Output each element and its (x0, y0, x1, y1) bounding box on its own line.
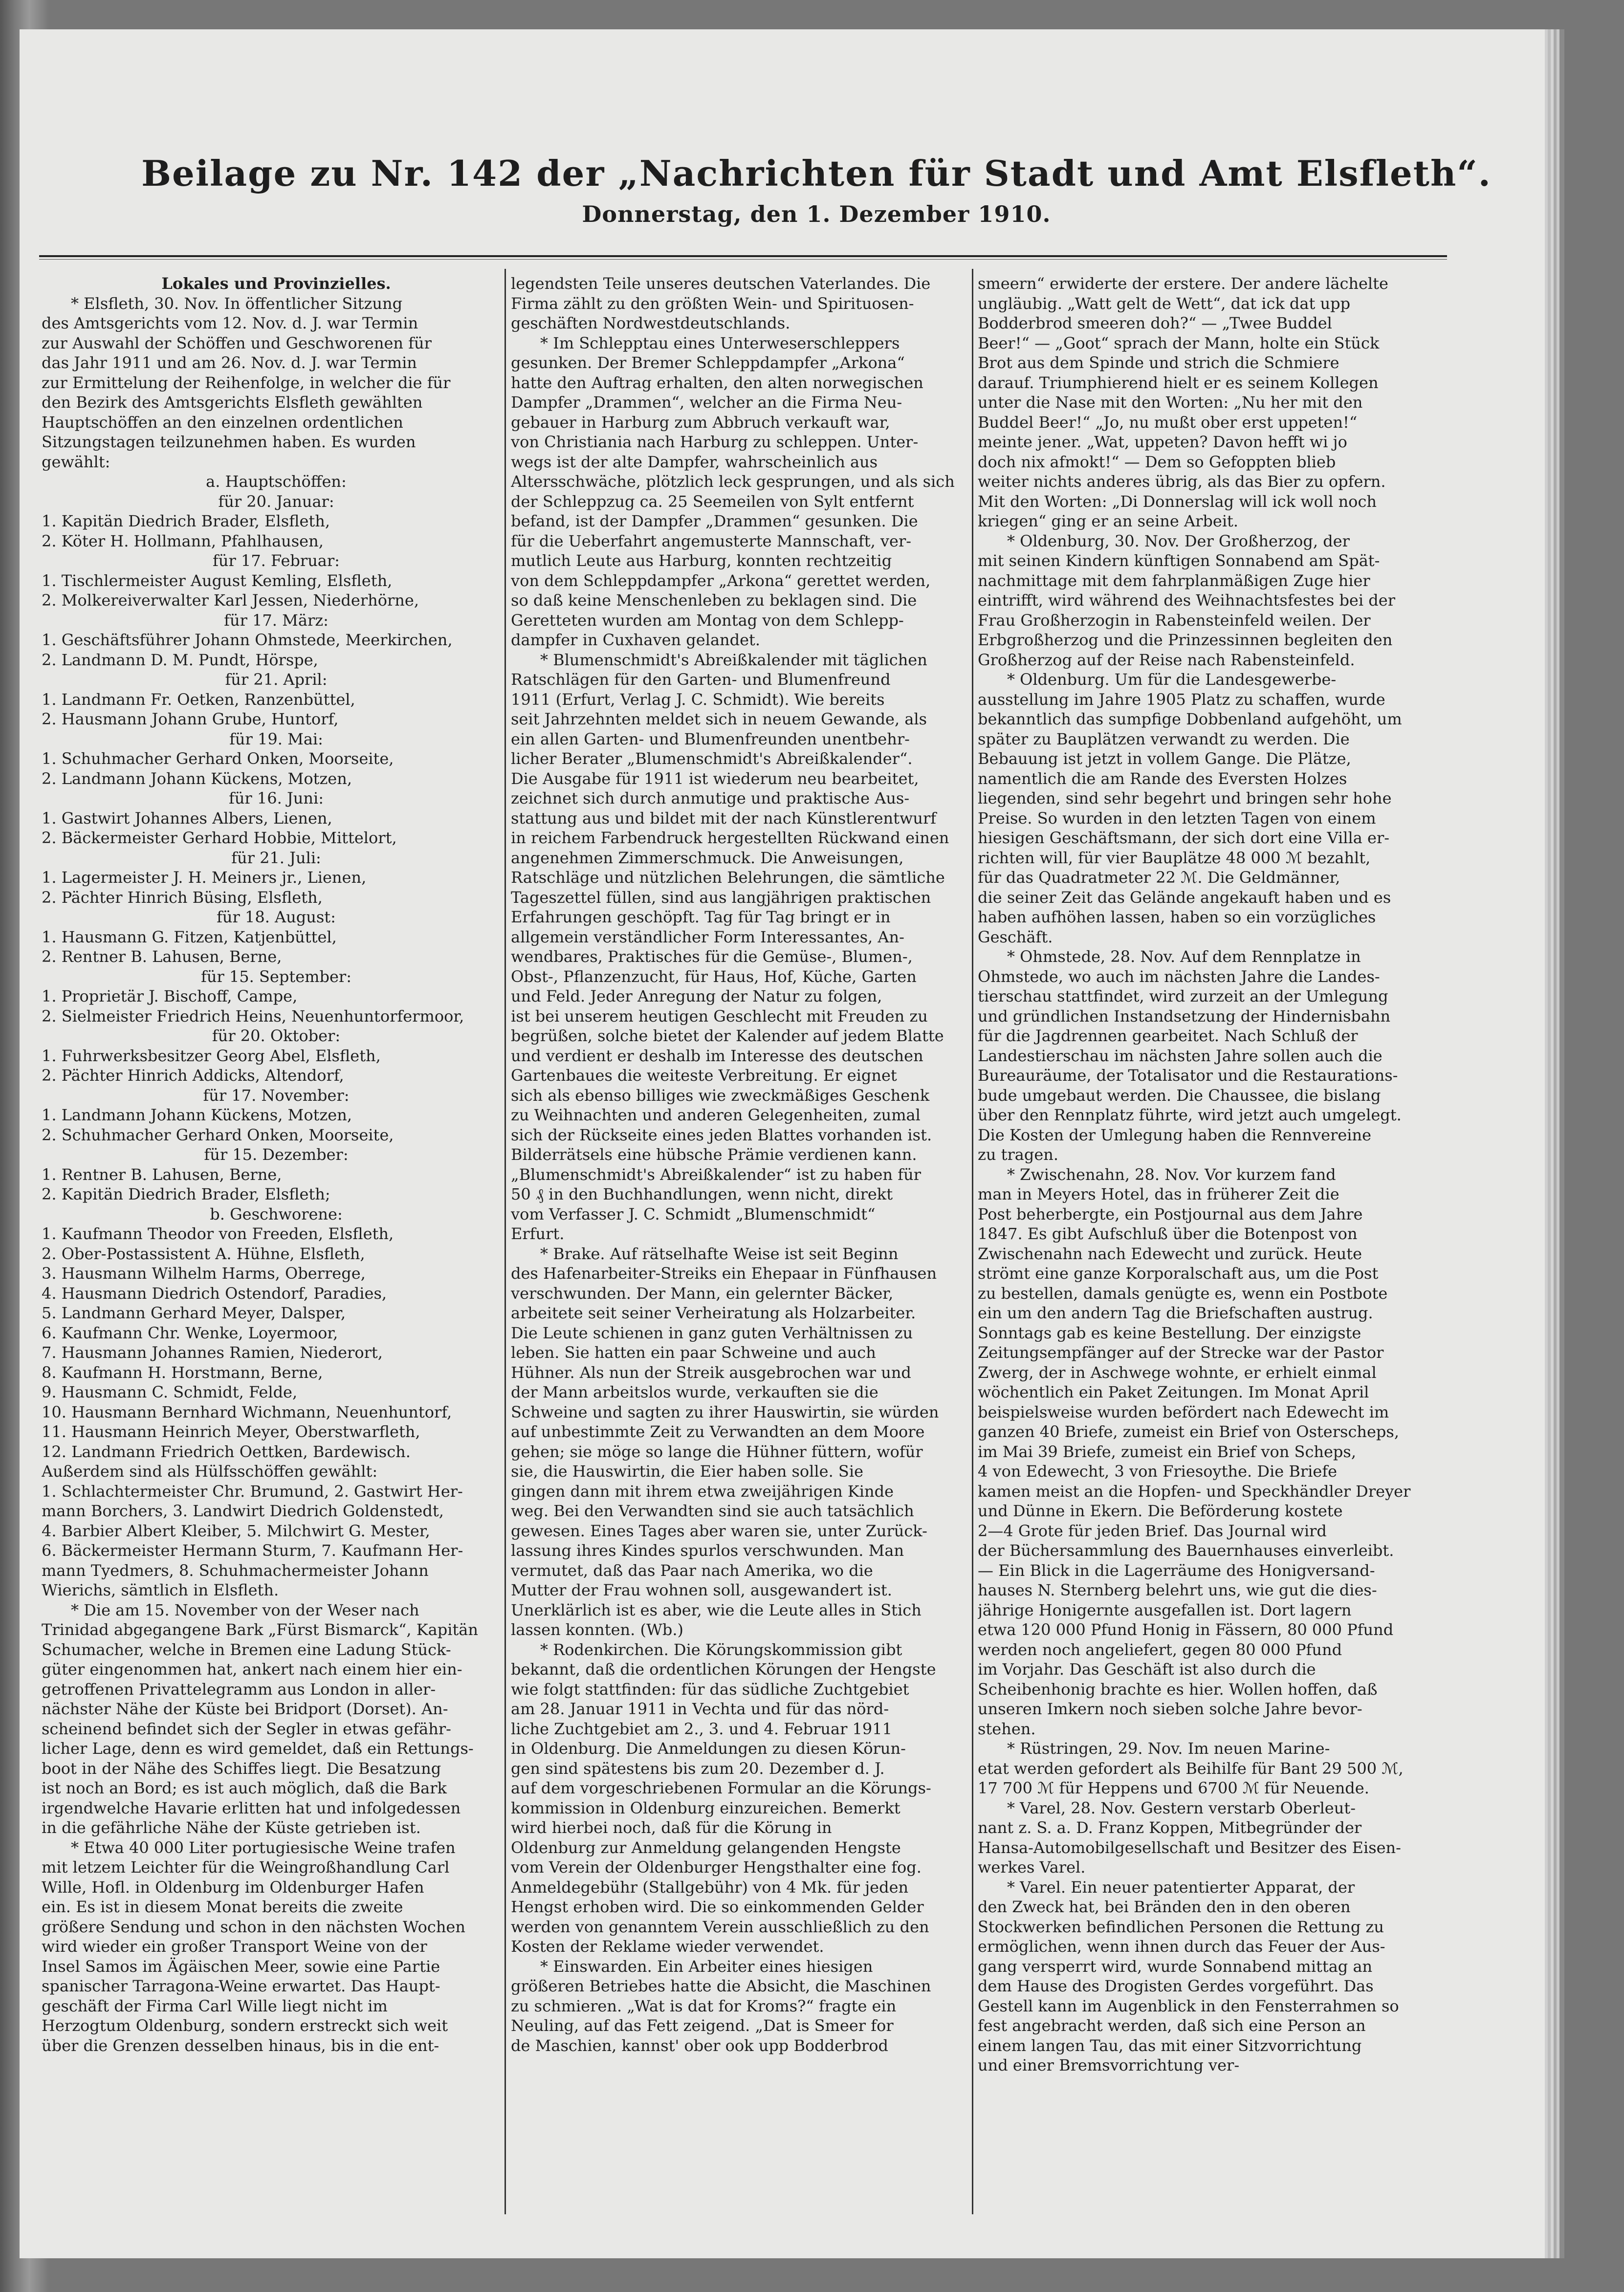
text-line: auf dem vorgeschriebenen Formular an die Körungs- (511, 1779, 931, 1797)
text-line: scheinend befindet sich der Segler in etwas gefähr- (42, 1719, 451, 1738)
text-line: kamen meist an die Hopfen- und Speckhändler Dreyer (978, 1482, 1411, 1501)
text-line: 1. Kaufmann Theodor von Freeden, Elsfleth, (42, 1224, 394, 1243)
text-line: 12. Landmann Friedrich Oettken, Bardewisch. (42, 1442, 411, 1461)
text-line: Buddel Beer!“ „Jo, nu mußt ober erst uppeten!“ (978, 413, 1358, 432)
text-line: ist noch an Bord; es ist auch möglich, daß die Bark (42, 1779, 447, 1797)
text-line: Die Leute schienen in ganz guten Verhältnissen zu (511, 1323, 913, 1342)
text-line: vom Verein der Oldenburger Hengsthalter eine fog. (511, 1858, 922, 1877)
text-line: von Christiania nach Harburg zu schleppen. Unter- (511, 433, 919, 451)
text-line: wendbares, Praktisches für die Gemüse-, Blumen-, (511, 947, 913, 966)
text-line: gesunken. Der Bremer Schleppdampfer „Arkona“ (511, 353, 905, 372)
text-line: licher Berater „Blumenschmidt's Abreißkalender“. (511, 749, 913, 768)
text-line: 1. Landmann Johann Kückens, Motzen, (42, 1106, 352, 1124)
text-line: für 19. Mai: (229, 729, 323, 748)
text-line: Post beherbergte, ein Postjournal aus dem Jahre (978, 1204, 1363, 1223)
text-line: gewesen. Eines Tages aber waren sie, unter Zurück- (511, 1521, 927, 1540)
text-line: ermöglichen, wenn ihnen durch das Feuer der Aus- (978, 1937, 1385, 1956)
text-line: stattung aus und bildet mit der nach Künstlerentwurf (511, 808, 937, 828)
text-line: * Einswarden. Ein Arbeiter eines hiesigen (540, 1957, 873, 1976)
text-line: 4. Barbier Albert Kleiber, 5. Milchwirt G. Mester, (42, 1521, 430, 1540)
text-line: liegenden, sind sehr begehrt und bringen sehr hohe (978, 789, 1392, 808)
text-line: am 28. Januar 1911 in Vechta und für das nörd- (511, 1700, 889, 1718)
text-line: zu Weihnachten und anderen Gelegenheiten, zumal (511, 1106, 921, 1124)
text-line: später zu Bauplätzen verwandt zu werden. Die (978, 729, 1350, 748)
text-line: Großherzog auf der Reise nach Rabensteinfeld. (978, 650, 1355, 669)
text-line: den Bezirk des Amtsgerichts Elsfleth gewählten (42, 393, 423, 412)
masthead (108, 152, 1525, 229)
text-line: legendsten Teile unseres deutschen Vaterlandes. Die (511, 274, 931, 293)
text-line: gingen dann mit ihrem etwa zweijährigen Kinde (511, 1482, 894, 1501)
text-line: Lokales und Provinzielles. (161, 274, 391, 293)
text-line: * Blumenschmidt's Abreißkalender mit täglichen (540, 650, 927, 669)
text-line: Zwerg, der in Aschwege wohnte, er erhielt einmal (978, 1363, 1377, 1382)
text-line: Hühner. Als nun der Streik ausgebrochen war und (511, 1363, 911, 1382)
newspaper-page (20, 29, 1545, 2258)
text-line: gebauer in Harburg zum Abbruch verkauft war, (511, 413, 890, 432)
text-line: Geschäft. (978, 927, 1053, 946)
text-line: — Ein Blick in die Lagerräume des Honigversand- (978, 1561, 1375, 1580)
text-line: sich als ebenso billiges wie zweckmäßiges Geschenk (511, 1086, 930, 1105)
text-line: 1. Kapitän Diedrich Brader, Elsfleth, (42, 512, 330, 530)
text-line: stehen. (978, 1719, 1036, 1738)
text-line: bude umgebaut werden. Die Chaussee, die bislang (978, 1086, 1381, 1105)
text-line: * Brake. Auf rätselhafte Weise ist seit Beginn (540, 1244, 899, 1263)
text-line: mann Borchers, 3. Landwirt Diedrich Goldenstedt, (42, 1502, 444, 1520)
text-line: 2. Landmann Johann Kückens, Motzen, (42, 769, 352, 788)
text-line: dem Hause des Drogisten Gerdes vorgeführt. Das (978, 1977, 1374, 1995)
text-line: werden noch angeliefert, gegen 80 000 Pfund (978, 1640, 1342, 1659)
text-line: Trinidad abgegangene Bark „Fürst Bismarck“, Kapitän (42, 1620, 478, 1639)
text-line: Bureauräume, der Totalisator und die Restaurations- (978, 1066, 1398, 1085)
text-line: weg. Bei den Verwandten sind sie auch tatsächlich (511, 1502, 914, 1520)
text-line: werden von genanntem Verein ausschließlich zu den (511, 1917, 929, 1936)
text-line: 2. Pächter Hinrich Büsing, Elsfleth, (42, 888, 323, 907)
text-line: Außerdem sind als Hülfsschöffen gewählt: (42, 1462, 378, 1481)
text-line: allgemein verständlicher Form Interessantes, An- (511, 927, 904, 946)
text-line: 2. Ober-Postassistent A. Hühne, Elsfleth, (42, 1244, 365, 1263)
text-line: ein um den andern Tag die Briefschaften austrug. (978, 1304, 1373, 1322)
text-line: * Ohmstede, 28. Nov. Auf dem Rennplatze in (1007, 947, 1361, 966)
text-line: für 21. April: (225, 670, 328, 689)
text-line: * Etwa 40 000 Liter portugiesische Weine trafen (71, 1838, 456, 1857)
text-line: 8. Kaufmann H. Horstmann, Berne, (42, 1363, 323, 1382)
text-line: vermutet, daß das Paar nach Amerika, wo die (511, 1561, 873, 1580)
text-line: zu bestellen, damals genügte es, wenn ein Postbote (978, 1284, 1388, 1303)
text-line: Anmeldegebühr (Stallgebühr) von 4 Mk. für jeden (511, 1877, 909, 1897)
text-line: für 17. Februar: (213, 551, 340, 570)
text-line: namentlich die am Rande des Eversten Holzes (978, 769, 1347, 788)
text-line: 2. Kapitän Diedrich Brader, Elsfleth; (42, 1185, 330, 1203)
text-line: 2. Molkereiverwalter Karl Jessen, Niederhörne, (42, 591, 419, 610)
text-line: Wille, Hofl. in Oldenburg im Oldenburger Hafen (42, 1877, 424, 1897)
text-line: * Zwischenahn, 28. Nov. Vor kurzem fand (1007, 1165, 1336, 1184)
text-line: den Zweck hat, bei Bränden den in den oberen (978, 1898, 1351, 1916)
text-line: der Büchersammlung des Bauernhauses einverleibt. (978, 1541, 1394, 1560)
text-line: tierschau stattfindet, wird zurzeit an der Umlegung (978, 987, 1388, 1005)
text-line: unter die Nase mit den Worten: „Nu her mit den (978, 393, 1363, 412)
text-line: 2. Schuhmacher Gerhard Onken, Moorseite, (42, 1125, 394, 1144)
text-line: * Rüstringen, 29. Nov. Im neuen Marine- (1007, 1739, 1330, 1758)
text-line: Sitzungstagen teilzunehmen haben. Es wurden (42, 433, 416, 451)
text-line: 1. Schuhmacher Gerhard Onken, Moorseite, (42, 749, 394, 768)
text-line: Oldenburg zur Anmeldung gelangenden Hengste (511, 1838, 901, 1857)
text-line: Schumacher, welche in Bremen eine Ladung Stück- (42, 1640, 451, 1659)
text-line: 1. Fuhrwerksbesitzer Georg Abel, Elsfleth, (42, 1046, 381, 1065)
text-line: 11. Hausmann Heinrich Meyer, Oberstwarfleth, (42, 1422, 420, 1441)
text-line: Zwischenahn nach Edewecht und zurück. Heute (978, 1244, 1362, 1263)
text-line: der Schleppzug ca. 25 Seemeilen von Sylt entfernt (511, 492, 914, 511)
text-line: für 21. Juli: (231, 848, 321, 867)
text-line: 9. Hausmann C. Schmidt, Felde, (42, 1383, 298, 1401)
text-line: nachmittage mit dem fahrplanmäßigen Zuge hier (978, 571, 1370, 590)
text-line: für die Ueberfahrt angemusterte Mannschaft, ver- (511, 531, 912, 550)
text-line: 3. Hausmann Wilhelm Harms, Oberrege, (42, 1264, 366, 1283)
text-line: im Vorjahr. Das Geschäft ist also durch die (978, 1660, 1316, 1679)
text-line: 1911 (Erfurt, Verlag J. C. Schmidt). Wie bereits (511, 690, 885, 709)
text-line: 2. Köter H. Hollmann, Pfahlhausen, (42, 531, 324, 550)
text-line: ungläubig. „Watt gelt de Wett“, dat ick dat upp (978, 294, 1351, 313)
text-line: leben. Sie hatten ein paar Schweine und auch (511, 1343, 876, 1362)
text-line: * Oldenburg. Um für die Landesgewerbe- (1007, 670, 1337, 689)
text-line: Bebauung ist jetzt in vollem Gange. Die Plätze, (978, 749, 1351, 768)
text-line: Stockwerken befindlichen Personen die Rettung zu (978, 1917, 1384, 1936)
text-line: Tageszettel füllen, sind aus langjährigen praktischen (511, 888, 931, 907)
text-line: 1. Schlachtermeister Chr. Brumund, 2. Gastwirt Her- (42, 1482, 463, 1501)
text-line: mit letzem Leichter für die Weingroßhandlung Carl (42, 1858, 450, 1877)
text-line: hauses N. Sternberg belehrt uns, wie gut die dies- (978, 1581, 1377, 1599)
column-1 (42, 274, 511, 2205)
text-line: einem langen Tau, das mit einer Sitzvorrichtung (978, 2036, 1362, 2055)
text-line: für 15. Dezember: (204, 1145, 349, 1164)
text-line: boot in der Nähe des Schiffes liegt. Die Besatzung (42, 1759, 441, 1778)
text-line: seit Jahrzehnten meldet sich in neuem Gewande, als (511, 710, 927, 728)
text-line: darauf. Triumphierend hielt er es seinem Kollegen (978, 373, 1379, 392)
text-line: vom Verfasser J. C. Schmidt „Blumenschmidt“ (511, 1204, 876, 1223)
text-line: spanischer Tarragona-Weine erwartet. Das Haupt- (42, 1977, 440, 1995)
text-line: ein allen Garten- und Blumenfreunden unentbehr- (511, 729, 910, 748)
text-line: smeern“ erwiderte der erstere. Der andere lächelte (978, 274, 1388, 293)
text-line: b. Geschworene: (210, 1204, 343, 1223)
text-line: ein. Es ist in diesem Monat bereits die zweite (42, 1898, 403, 1916)
text-line: hatte den Auftrag erhalten, den alten norwegischen (511, 373, 923, 392)
text-line: verschwunden. Der Mann, ein gelernter Bäcker, (511, 1284, 894, 1303)
text-line: Hansa-Automobilgesellschaft und Besitzer des Eisen- (978, 1838, 1401, 1857)
text-line: geschäft der Firma Carl Wille liegt nicht im (42, 1996, 388, 2015)
text-line: für die Jagdrennen gearbeitet. Nach Schluß der (978, 1026, 1358, 1045)
text-line: gehen; sie möge so lange die Hühner füttern, wofür (511, 1442, 923, 1461)
text-line: hiesigen Geschäftsmann, der sich dort eine Villa er- (978, 829, 1390, 847)
text-line: zur Auswahl der Schöffen und Geschworenen für (42, 333, 432, 352)
dateline: Donnerstag, den 1. Dezember 1910. (582, 201, 1051, 227)
text-line: und Feld. Jeder Anregung der Natur zu folgen, (511, 987, 882, 1005)
text-line: man in Meyers Hotel, das in früherer Zeit die (978, 1185, 1339, 1203)
text-line: Frau Großherzogin in Rabensteinfeld weilen. Der (978, 611, 1371, 630)
text-line: 1. Lagermeister J. H. Meiners jr., Lienen, (42, 868, 367, 887)
text-line: für das Quadratmeter 22 ℳ. Die Geldmänner, (978, 868, 1340, 887)
text-line: Kosten der Reklame wieder verwendet. (511, 1937, 824, 1956)
text-line: Brot aus dem Spinde und strich die Schmiere (978, 353, 1339, 372)
text-line: Die Kosten der Umlegung haben die Rennvereine (978, 1125, 1372, 1144)
text-line: wie folgt stattfinden: für das südliche Zuchtgebiet (511, 1680, 909, 1699)
text-line: in reichem Farbendruck hergestellten Rückwand einen (511, 829, 949, 847)
text-line: Erbgroßherzog und die Prinzessinnen begleiten den (978, 631, 1393, 649)
text-line: 2—4 Grote für jeden Brief. Das Journal wird (978, 1521, 1327, 1540)
text-line: haben aufhöhen lassen, haben so ein vorzügliches (978, 908, 1376, 926)
text-line: 50 ₰ in den Buchhandlungen, wenn nicht, direkt (511, 1185, 893, 1203)
text-line: 10. Hausmann Bernhard Wichmann, Neuenhuntorf, (42, 1402, 452, 1421)
header-rule (39, 255, 1447, 257)
text-line: Schweine und sagten zu ihrer Hauswirtin, sie würden (511, 1402, 939, 1421)
text-line: Herzogtum Oldenburg, sondern erstreckt sich weit (42, 2016, 448, 2035)
text-line: licher Lage, denn es wird gemeldet, daß ein Rettungs- (42, 1739, 474, 1758)
text-line: mit seinen Kindern künftigen Sonnabend am Spät- (978, 551, 1380, 570)
text-line: auf unbestimmte Zeit zu Verwandten an dem Moore (511, 1422, 925, 1441)
text-line: * Im Schlepptau eines Unterweserschleppers (540, 333, 900, 352)
text-line: 5. Landmann Gerhard Meyer, Dalsper, (42, 1304, 346, 1322)
text-line: Firma zählt zu den größten Wein- und Spirituosen- (511, 294, 914, 313)
text-line: Altersschwäche, plötzlich leck gesprungen, und als sich (511, 472, 955, 491)
text-line: für 20. Oktober: (212, 1026, 341, 1045)
text-line: Mutter der Frau wohnen soll, ausgewandert ist. (511, 1581, 892, 1599)
header-rule-thin (39, 259, 1447, 260)
text-line: 1. Proprietär J. Bischoff, Campe, (42, 987, 298, 1005)
text-line: * Oldenburg, 30. Nov. Der Großherzog, der (1007, 531, 1350, 550)
text-line: des Amtsgerichts vom 12. Nov. d. J. war Termin (42, 314, 418, 332)
text-line: Zeitungsempfänger auf der Strecke war der Pastor (978, 1343, 1384, 1362)
text-line: doch nix afmokt!“ — Dem so Gefoppten blieb (978, 452, 1336, 471)
text-line: für 15. September: (201, 967, 351, 986)
text-line: für 17. März: (224, 611, 329, 630)
text-line: unseren Imkern noch sieben solche Jahre bevor- (978, 1700, 1362, 1718)
text-line: befand, ist der Dampfer „Drammen“ gesunken. Die (511, 512, 918, 530)
text-line: 1. Geschäftsführer Johann Ohmstede, Meerkirchen, (42, 631, 453, 649)
text-line: de Maschien, kannst' ober ook upp Bodderbrod (511, 2036, 888, 2055)
text-line: bekannt, daß die ordentlichen Körungen der Hengste (511, 1660, 936, 1679)
text-line: des Hafenarbeiter-Streiks ein Ehepaar in Fünfhausen (511, 1264, 937, 1283)
text-line: * Rodenkirchen. Die Körungskommission gibt (540, 1640, 902, 1659)
text-line: das Jahr 1911 und am 26. Nov. d. J. war Termin (42, 353, 417, 372)
text-line: etat werden gefordert als Beihilfe für Bant 29 500 ℳ, (978, 1759, 1404, 1778)
text-line: irgendwelche Havarie erlitten hat und infolgedessen (42, 1798, 461, 1817)
text-line: so daß keine Menschenleben zu beklagen sind. Die (511, 591, 917, 610)
column-2 (511, 274, 970, 2205)
supplement-title: Beilage zu Nr. 142 der „Nachrichten für Stadt und Amt Elsfleth“. (141, 153, 1492, 194)
text-line: zeichnet sich durch anmutige und praktische Aus- (511, 789, 910, 808)
text-line: Preise. So wurden in den letzten Tagen von einem (978, 808, 1376, 828)
text-line: arbeitete seit seiner Verheiratung als Holzarbeiter. (511, 1304, 916, 1322)
text-line: a. Hauptschöffen: (206, 472, 347, 491)
text-line: jährige Honigernte ausgefallen ist. Dort lagern (978, 1600, 1352, 1619)
text-line: wöchentlich ein Paket Zeitungen. Im Monat April (978, 1383, 1369, 1401)
text-line: begrüßen, solche bietet der Kalender auf jedem Blatte (511, 1026, 944, 1045)
text-line: werkes Varel. (978, 1858, 1086, 1877)
text-line: 2. Rentner B. Lahusen, Berne, (42, 947, 282, 966)
text-line: Hauptschöffen an den einzelnen ordentlichen (42, 413, 403, 432)
text-line: lassen konnten. (Wb.) (511, 1620, 684, 1639)
text-line: Ratschlägen für den Garten- und Blumenfreund (511, 670, 891, 689)
text-line: 4 von Edewecht, 3 von Friesoythe. Die Briefe (978, 1462, 1338, 1481)
text-line: wird wieder ein großer Transport Weine von der (42, 1937, 427, 1956)
text-line: * Elsfleth, 30. Nov. In öffentlicher Sitzung (71, 294, 403, 313)
text-line: gewählt: (42, 452, 110, 471)
text-line: dampfer in Cuxhaven gelandet. (511, 631, 761, 649)
text-line: mutlich Leute aus Harburg, konnten rechtzeitig (511, 551, 892, 570)
text-line: Neuling, auf das Fett zeigend. „Dat is Smeer for (511, 2016, 894, 2035)
text-line: zu tragen. (978, 1145, 1059, 1164)
text-line: sich der Rückseite eines jeden Blattes vorhanden ist. (511, 1125, 932, 1144)
text-line: ganzen 40 Briefe, zumeist ein Brief von Osterscheps, (978, 1422, 1399, 1441)
text-line: nant z. S. a. D. Franz Koppen, Mitbegründer der (978, 1818, 1362, 1837)
text-line: und einer Bremsvorrichtung ver- (978, 2056, 1240, 2074)
text-line: ist bei unserem heutigen Geschlecht mit Freuden zu (511, 1006, 928, 1026)
text-line: sie, die Hauswirtin, die Eier haben solle. Sie (511, 1462, 863, 1481)
text-line: Wierichs, sämtlich in Elsfleth. (42, 1581, 279, 1599)
text-line: die seiner Zeit das Gelände angekauft haben und es (978, 888, 1391, 907)
text-line: für 16. Juni: (228, 789, 324, 808)
text-line: 2. Bäckermeister Gerhard Hobbie, Mittelort, (42, 829, 397, 847)
text-line: wegs ist der alte Dampfer, wahrscheinlich aus (511, 452, 878, 471)
text-line: kommission in Oldenburg einzureichen. Bemerkt (511, 1798, 900, 1817)
text-line: Ratschläge und nützlichen Belehrungen, die sämtliche (511, 868, 945, 887)
text-line: und verdient er deshalb im Interesse des deutschen (511, 1046, 923, 1065)
text-line: lassung ihres Kindes spurlos verschwunden. Man (511, 1541, 904, 1560)
text-line: 2. Sielmeister Friedrich Heins, Neuenhuntorfermoor, (42, 1006, 464, 1026)
text-line: zur Ermittelung der Reihenfolge, in welcher die für (42, 373, 451, 392)
text-line: für 18. August: (217, 908, 336, 926)
text-line: geschäften Nordwestdeutschlands. (511, 314, 790, 332)
text-line: weiter nichts anderes übrig, als das Bier zu opfern. (978, 472, 1386, 491)
text-line: im Mai 39 Briefe, zumeist ein Brief von Scheps, (978, 1442, 1356, 1461)
text-line: 1. Rentner B. Lahusen, Berne, (42, 1165, 282, 1184)
text-line: 1. Gastwirt Johannes Albers, Lienen, (42, 808, 332, 828)
text-line: Gartenbaues die weiteste Verbreitung. Er eignet (511, 1066, 897, 1085)
text-line: Insel Samos im Ägäischen Meer, sowie eine Partie (42, 1957, 440, 1976)
text-line: 1847. Es gibt Aufschluß über die Botenpost von (978, 1224, 1358, 1243)
text-line: 1. Hausmann G. Fitzen, Katjenbüttel, (42, 927, 337, 946)
text-line: Gestell kann im Augenblick in den Fensterrahmen so (978, 1996, 1399, 2015)
text-line: getroffenen Privattelegramm aus London in aller- (42, 1680, 436, 1699)
text-line: * Varel. Ein neuer patentierter Apparat, der (1007, 1877, 1355, 1897)
text-line: über den Rennplatz führte, wird jetzt auch umgelegt. (978, 1106, 1402, 1124)
text-line: fest angebracht werden, daß sich eine Person an (978, 2016, 1366, 2035)
text-line: Bilderrätsels eine hübsche Prämie verdienen kann. (511, 1145, 917, 1164)
text-line: 2. Hausmann Johann Grube, Huntorf, (42, 710, 339, 728)
text-line: richten will, für vier Bauplätze 48 000 ℳ bezahlt, (978, 848, 1371, 867)
text-line: 6. Kaufmann Chr. Wenke, Loyermoor, (42, 1323, 338, 1342)
text-line: 1. Landmann Fr. Oetken, Ranzenbüttel, (42, 690, 355, 709)
text-line: güter eingenommen hat, ankert nach einem hier ein- (42, 1660, 462, 1679)
text-line: eintrifft, wird während des Weihnachtsfestes bei der (978, 591, 1395, 610)
text-line: strömt eine ganze Korporalschaft aus, um die Post (978, 1264, 1379, 1283)
text-line: beispielsweise wurden befördert nach Edewecht im (978, 1402, 1389, 1421)
text-line: 1. Tischlermeister August Kemling, Elsfleth, (42, 571, 393, 590)
column-divider-1 (505, 269, 506, 2214)
text-line: gen sind spätestens bis zum 20. Dezember d. J. (511, 1759, 885, 1778)
text-line: Mit den Worten: „Di Donnerslag will ick woll noch (978, 492, 1377, 511)
text-line: über die Grenzen desselben hinaus, bis in die ent- (42, 2036, 439, 2055)
text-line: 2. Landmann D. M. Pundt, Hörspe, (42, 650, 318, 669)
text-line: 17 700 ℳ für Heppens und 6700 ℳ für Neuende. (978, 1779, 1369, 1797)
text-line: größeren Betriebes hatte die Absicht, die Maschinen (511, 1977, 931, 1995)
text-line: ausstellung im Jahre 1905 Platz zu schaffen, wurde (978, 690, 1385, 709)
text-line: angenehmen Zimmerschmuck. Die Anweisungen, (511, 848, 904, 867)
text-line: „Blumenschmidt's Abreißkalender“ ist zu haben für (511, 1165, 921, 1184)
text-line: Sonntags gab es keine Bestellung. Der einzigste (978, 1323, 1361, 1342)
text-line: * Varel, 28. Nov. Gestern verstarb Oberleut- (1007, 1798, 1356, 1817)
text-line: und gründlichen Instandsetzung der Hindernisbahn (978, 1006, 1391, 1026)
text-line: von dem Schleppdampfer „Arkona“ gerettet werden, (511, 571, 931, 590)
text-line: etwa 120 000 Pfund Honig in Fässern, 80 000 Pfund (978, 1620, 1394, 1639)
text-line: * Die am 15. November von der Weser nach (71, 1600, 419, 1619)
text-line: Hengst erhoben wird. Die so einkommenden Gelder (511, 1898, 924, 1916)
text-line: Erfahrungen geschöpft. Tag für Tag bringt er in (511, 908, 891, 926)
text-line: Die Ausgabe für 1911 ist wiederum neu bearbeitet, (511, 769, 919, 788)
text-line: Beer!“ — „Goot“ sprach der Mann, holte ein Stück (978, 333, 1380, 352)
text-line: kriegen“ ging er an seine Arbeit. (978, 512, 1239, 530)
text-line: mann Tyedmers, 8. Schuhmachermeister Johann (42, 1561, 429, 1580)
text-line: gang versperrt wird, wurde Sonnabend mittag an (978, 1957, 1373, 1976)
text-line: nächster Nähe der Küste bei Bridport (Dorset). An- (42, 1700, 448, 1718)
text-line: Erfurt. (511, 1224, 565, 1243)
text-line: in Oldenburg. Die Anmeldungen zu diesen Körun- (511, 1739, 906, 1758)
text-line: der Mann arbeitslos wurde, verkauften sie die (511, 1383, 878, 1401)
text-line: größere Sendung und schon in den nächsten Wochen (42, 1917, 465, 1936)
text-line: Dampfer „Drammen“, welcher an die Firma Neu- (511, 393, 902, 412)
column-3 (978, 274, 1437, 2205)
text-line: bekanntlich das sumpfige Dobbenland aufgehöht, um (978, 710, 1402, 728)
text-line: für 20. Januar: (218, 492, 334, 511)
text-line: und Dünne in Ekern. Die Beförderung kostete (978, 1502, 1343, 1520)
text-line: 6. Bäckermeister Hermann Sturm, 7. Kaufmann Her- (42, 1541, 463, 1560)
text-line: Bodderbrod smeeren doh?“ — „Twee Buddel (978, 314, 1332, 332)
text-line: Unerklärlich ist es aber, wie die Leute alles in Stich (511, 1600, 922, 1619)
text-line: Obst-, Pflanzenzucht, für Haus, Hof, Küche, Garten (511, 967, 917, 986)
text-line: zu schmieren. „Wat is dat for Kroms?“ fragte ein (511, 1996, 897, 2015)
text-line: 4. Hausmann Diedrich Ostendorf, Paradies, (42, 1284, 387, 1303)
text-line: Landestierschau im nächsten Jahre sollen auch die (978, 1046, 1383, 1065)
text-line: Scheibenhonig brachte es hier. Wollen hoffen, daß (978, 1680, 1378, 1699)
text-line: in die gefährliche Nähe der Küste getrieben ist. (42, 1818, 421, 1837)
text-line: meinte jener. „Wat, uppeten? Davon hefft wi jo (978, 433, 1347, 451)
text-line: Geretteten wurden am Montag von dem Schlepp- (511, 611, 904, 630)
text-line: wird hierbei noch, daß für die Körung in (511, 1818, 832, 1837)
column-divider-2 (972, 269, 973, 2214)
text-line: Ohmstede, wo auch im nächsten Jahre die Landes- (978, 967, 1380, 986)
text-line: liche Zuchtgebiet am 2., 3. und 4. Februar 1911 (511, 1719, 892, 1738)
text-line: 7. Hausmann Johannes Ramien, Niederort, (42, 1343, 383, 1362)
text-line: für 17. November: (203, 1086, 350, 1105)
text-line: 2. Pächter Hinrich Addicks, Altendorf, (42, 1066, 344, 1085)
